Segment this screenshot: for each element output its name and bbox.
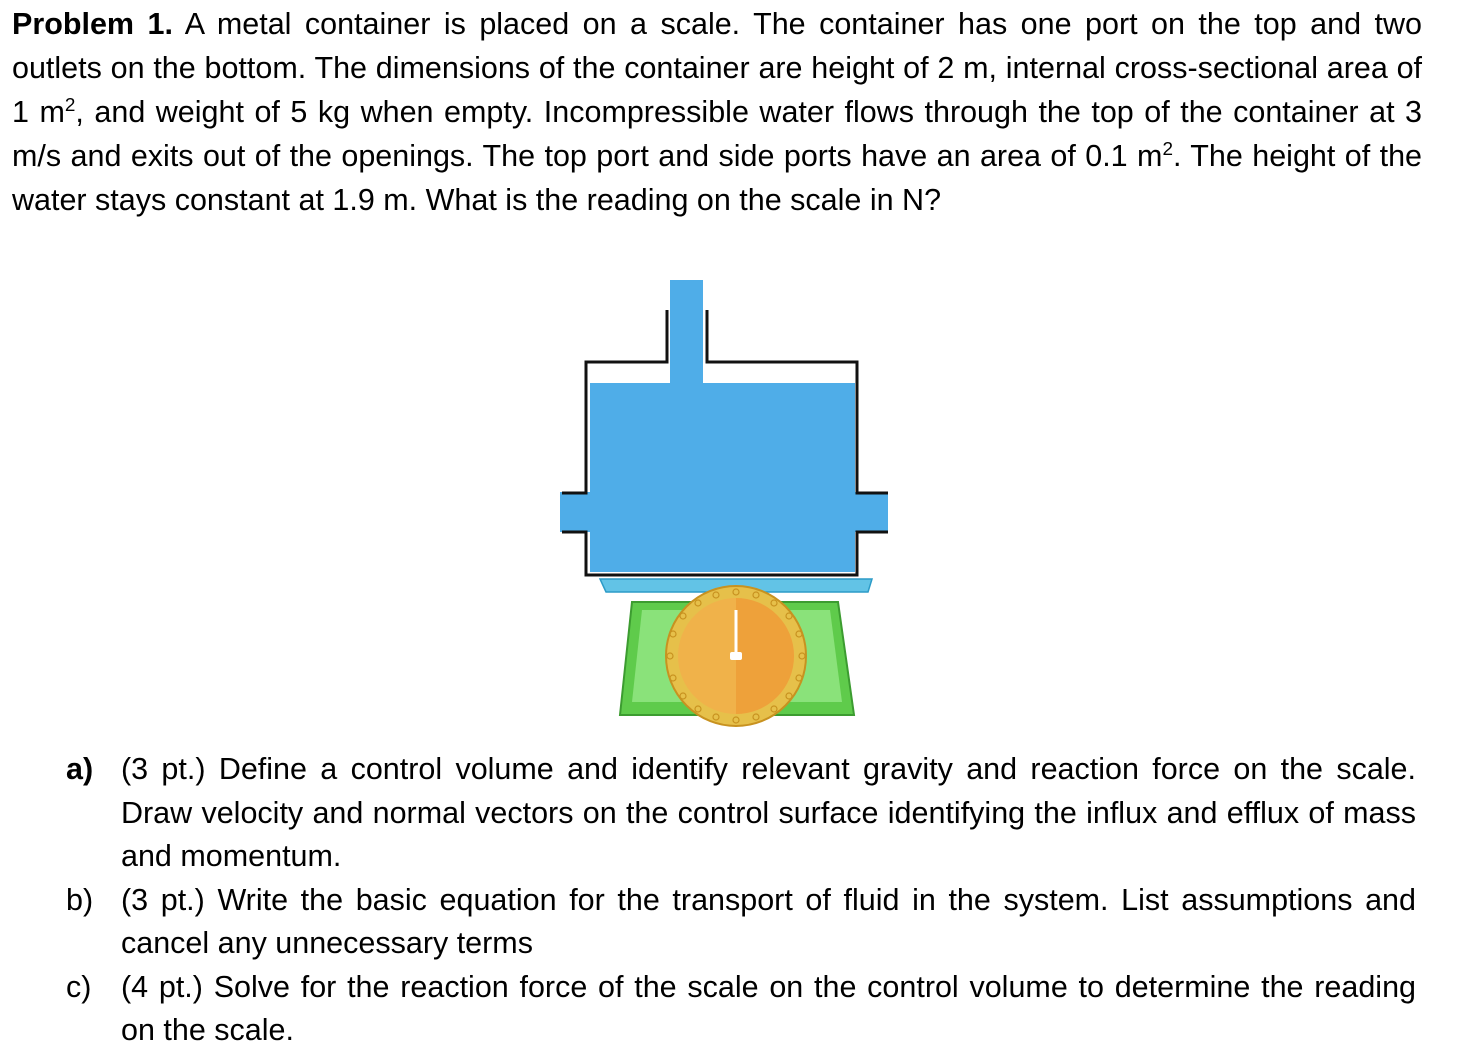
part-text: (4 pt.) Solve for the reaction force of the scale on the control volume to determine the reading on the scale. [121,969,1416,1047]
part-label: a) [66,752,94,786]
problem-text-1: A metal container is placed on a scale. The container has one port on the top and two outlets on the bottom. The dimensions of the container are height of 2 m, internal cross-sectional area of 1 m [12,7,1422,129]
part-a [66,748,1416,879]
part-label: b) [66,882,94,917]
scale-dial [666,586,806,726]
part-c [66,966,1416,1053]
part-text: (3 pt.) Write the basic equation for the transport of fluid in the system. List assumptions and cancel any unnecessary terms [121,882,1416,960]
problem-statement [12,2,1422,222]
problem-text-2: , and weight of 5 kg when empty. Incompressible water flows through the top of the container at 3 m/s and exits out of the openings. The top port and side ports have an area of 0.1 m [12,95,1423,173]
problem-title: Problem 1. [12,7,173,41]
part-b [66,879,1416,966]
figure-svg [550,270,910,740]
superscript-1: 2 [64,94,76,116]
water-body [560,383,888,572]
part-text: (3 pt.) Define a control volume and identify relevant gravity and reaction force on the scale. Draw velocity and normal vectors on the control surface identifying the influx and efflux of mass and momentum. [121,752,1416,873]
problem-text-3: . The height of the water stays constant at 1.9 m. What is the reading on the scale in N? [12,139,1422,217]
part-label: c) [66,969,92,1004]
inlet-water-column [670,280,703,384]
superscript-2: 2 [1162,138,1173,160]
question-parts [66,748,1416,1053]
container-on-scale-figure [550,270,910,740]
